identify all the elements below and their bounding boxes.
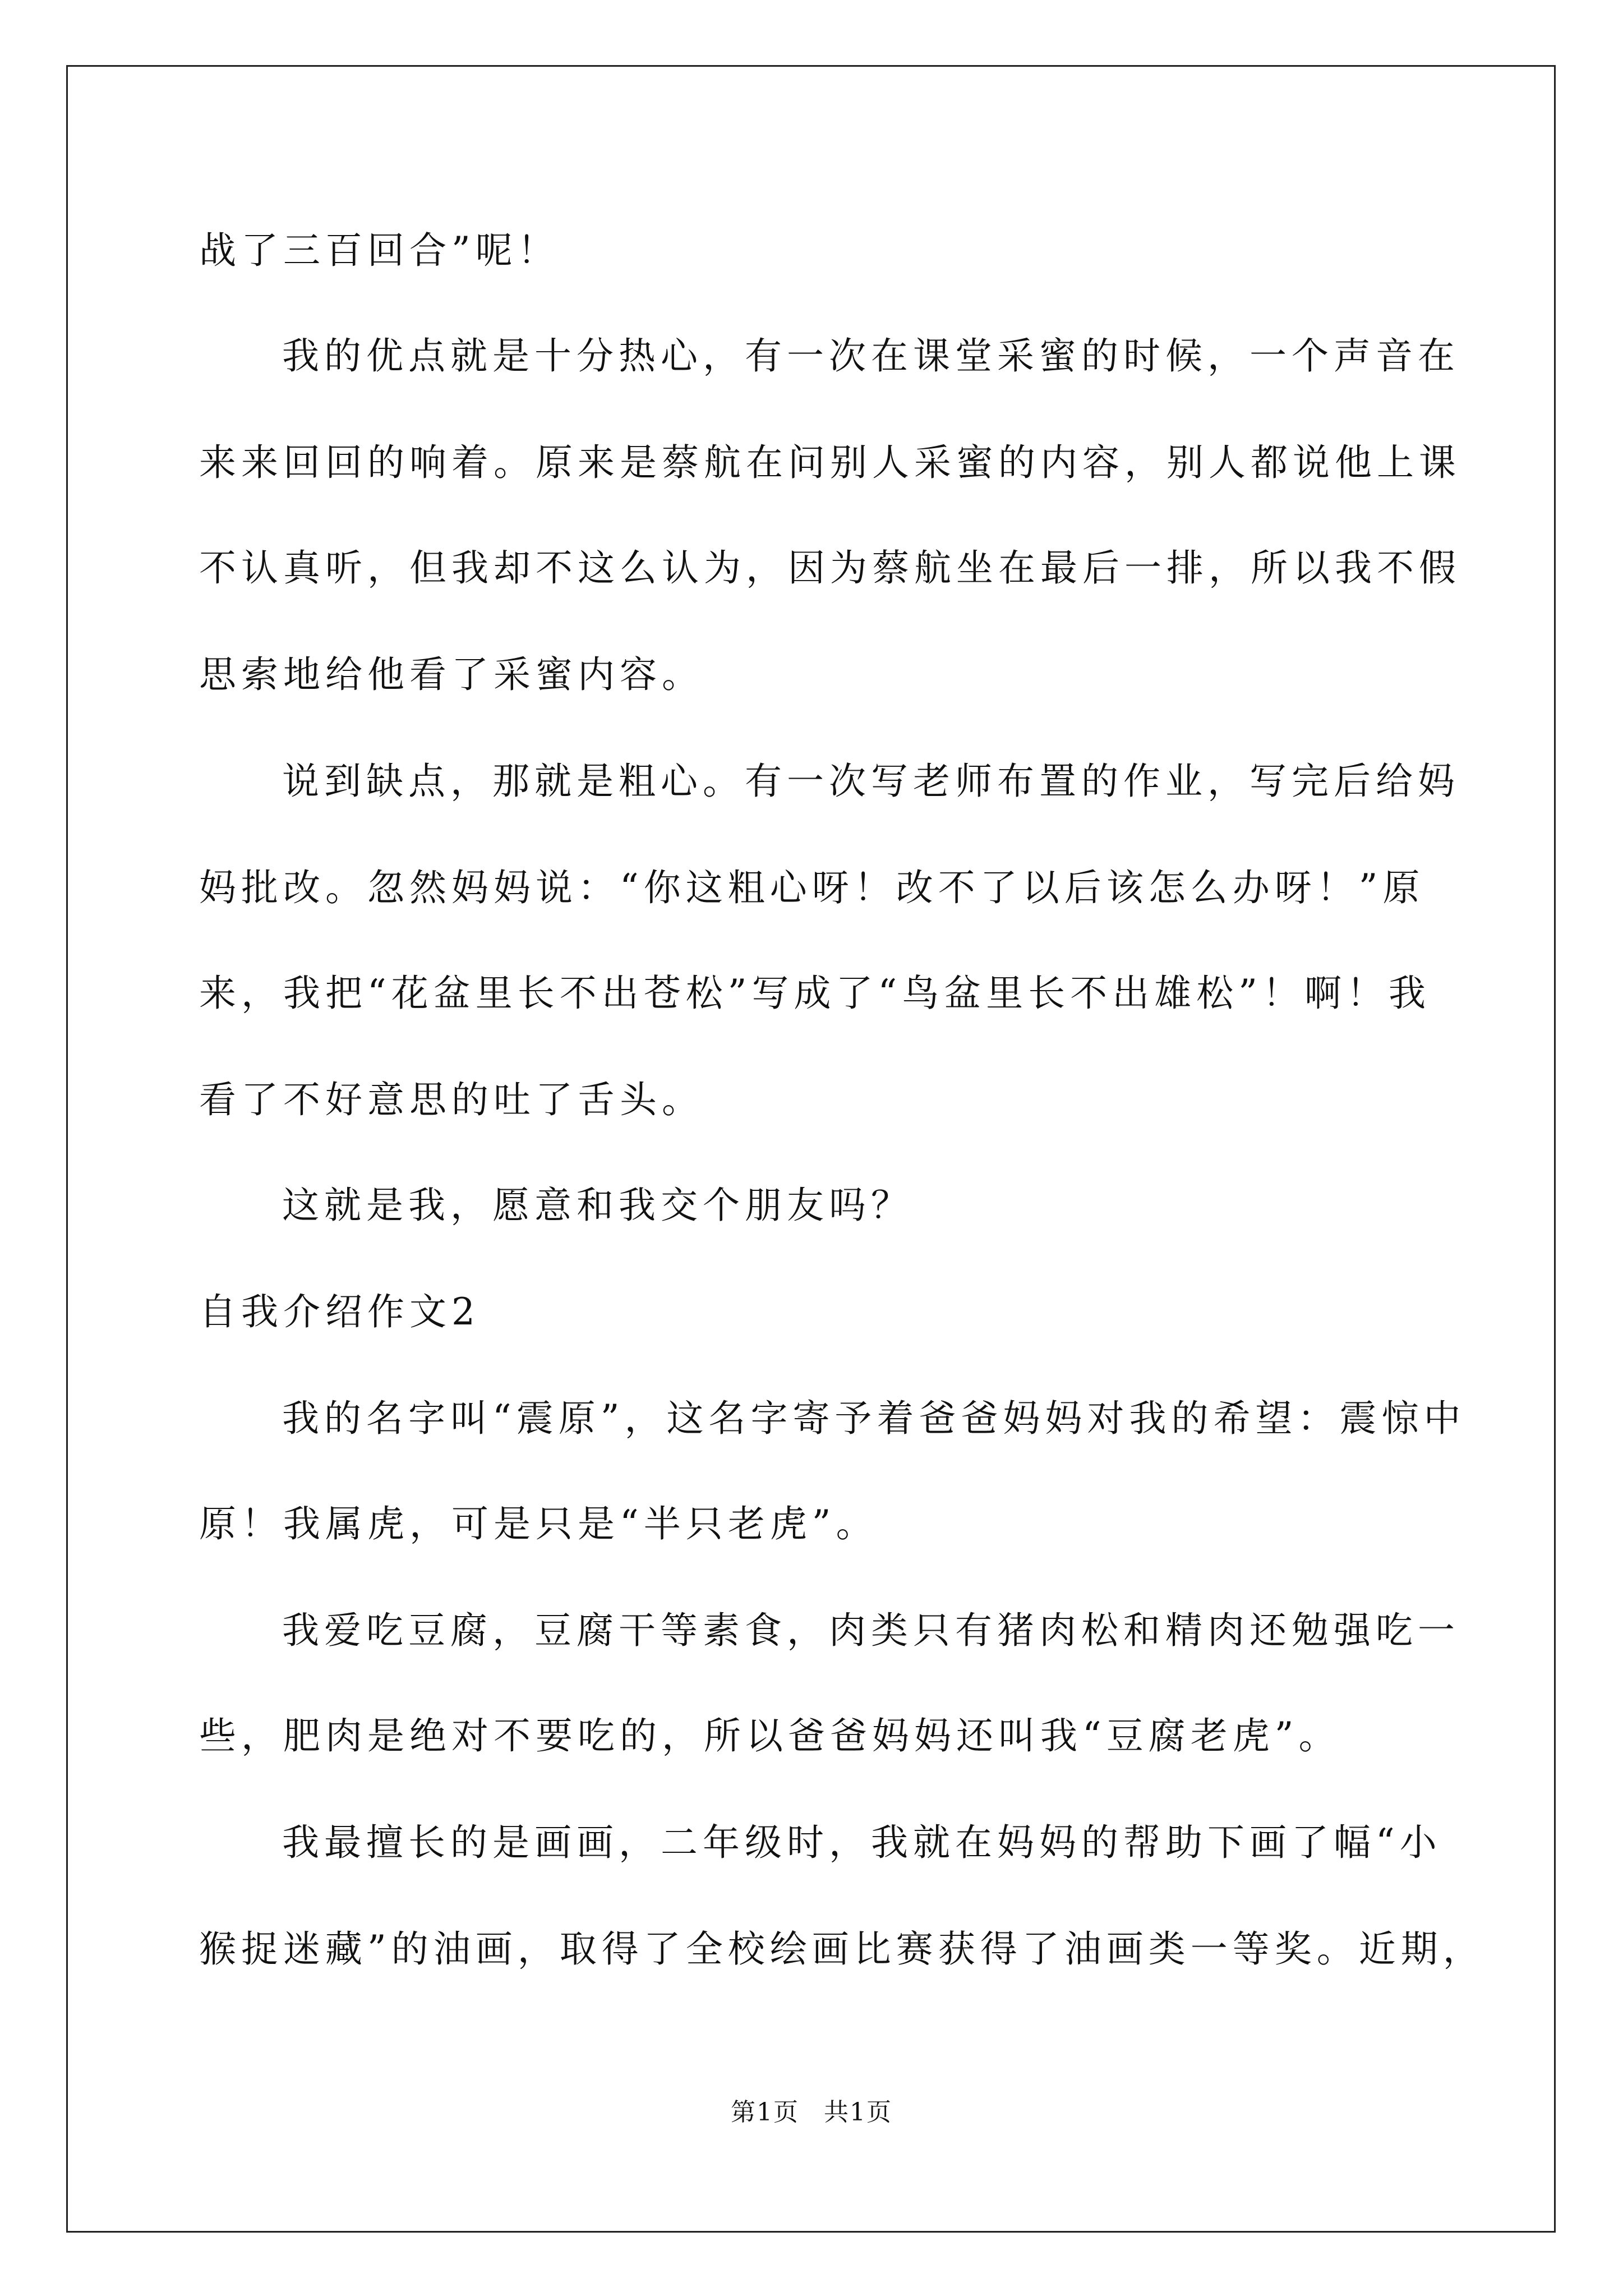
text-line: 看了不好意思的吐了舌头。	[199, 1078, 704, 1121]
text-line: 原！我属虎，可是只是“半只老虎”。	[199, 1502, 878, 1545]
page-number-current: 第1页	[731, 2098, 799, 2127]
page-footer	[0, 2100, 1623, 2125]
paragraph-first-line: 这就是我，愿意和我交个朋友吗？	[282, 1184, 913, 1227]
text-line: 些，肥肉是绝对不要吃的，所以爸爸妈妈还叫我“豆腐老虎”。	[199, 1714, 1341, 1757]
page-number-total: 共1页	[824, 2098, 892, 2127]
text-line: 战了三百回合”呢！	[199, 229, 560, 272]
text-line: 猴捉迷藏”的油画，取得了全校绘画比赛获得了油画类一等奖。近期，	[199, 1927, 1485, 1971]
text-line: 思索地给他看了采蜜内容。	[199, 653, 704, 696]
paragraph-first-line: 我爱吃豆腐，豆腐干等素食，肉类只有猪肉松和精肉还勉强吃一	[282, 1609, 1460, 1652]
text-line: 妈批改。忽然妈妈说：“你这粗心呀！改不了以后该怎么办呀！”原	[199, 866, 1425, 909]
section-heading: 自我介绍作文2	[199, 1290, 480, 1333]
page-border	[66, 65, 1556, 2233]
text-line: 来来回回的响着。原来是蔡航在问别人采蜜的内容，别人都说他上课	[199, 441, 1461, 484]
text-line: 来，我把“花盆里长不出苍松”写成了“鸟盆里长不出雄松”！啊！我	[199, 972, 1431, 1015]
paragraph-first-line: 我的名字叫“震原”，这名字寄予着爸爸妈妈对我的希望：震惊中	[282, 1397, 1466, 1440]
paragraph-first-line: 说到缺点，那就是粗心。有一次写老师布置的作业，写完后给妈	[282, 760, 1460, 803]
text-line: 不认真听，但我却不这么认为，因为蔡航坐在最后一排，所以我不假	[199, 546, 1461, 590]
paragraph-first-line: 我的优点就是十分热心，有一次在课堂采蜜的时候，一个声音在	[282, 334, 1460, 378]
paragraph-first-line: 我最擅长的是画画，二年级时，我就在妈妈的帮助下画了幅“小	[282, 1821, 1442, 1864]
